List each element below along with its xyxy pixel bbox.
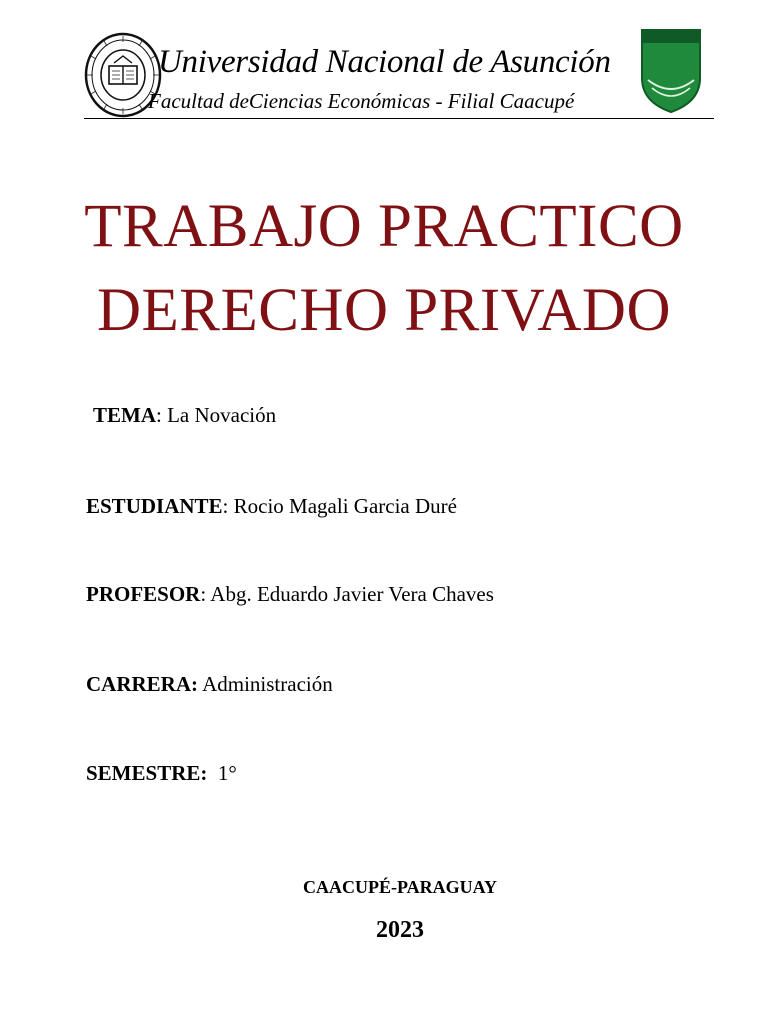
field-semestre-value: 1°	[217, 761, 237, 785]
footer-place: CAACUPÉ-PARAGUAY	[303, 877, 497, 897]
field-tema-separator: :	[156, 403, 168, 427]
footer-year: 2023	[376, 917, 424, 943]
field-estudiante-separator: :	[222, 494, 234, 518]
field-semestre-label: SEMESTRE:	[86, 761, 208, 785]
field-estudiante	[86, 496, 457, 517]
fce-shield-logo-icon	[638, 28, 704, 114]
field-profesor	[86, 584, 494, 605]
field-profesor-value: Abg. Eduardo Javier Vera Chaves	[210, 582, 494, 606]
header-divider	[84, 118, 714, 119]
field-tema-label: TEMA	[93, 403, 156, 427]
field-profesor-separator: :	[200, 582, 211, 606]
field-carrera	[86, 674, 333, 695]
field-carrera-label: CARRERA:	[86, 672, 198, 696]
faculty-name: Facultad deCiencias Económicas - Filial Caacupé	[148, 89, 575, 113]
field-tema	[93, 405, 276, 426]
university-name: Universidad Nacional de Asunción	[158, 44, 611, 80]
main-title-line-2: DERECHO PRIVADO	[96, 277, 672, 344]
field-profesor-label: PROFESOR	[86, 582, 201, 606]
field-semestre-separator	[207, 761, 218, 785]
document-header	[0, 0, 768, 125]
field-estudiante-label: ESTUDIANTE	[86, 494, 223, 518]
field-tema-value: La Novación	[167, 403, 277, 427]
field-semestre	[86, 763, 237, 784]
field-carrera-value: Administración	[202, 672, 333, 696]
main-title-line-1: TRABAJO PRACTICO	[84, 193, 684, 260]
field-estudiante-value: Rocio Magali Garcia Duré	[233, 494, 457, 518]
